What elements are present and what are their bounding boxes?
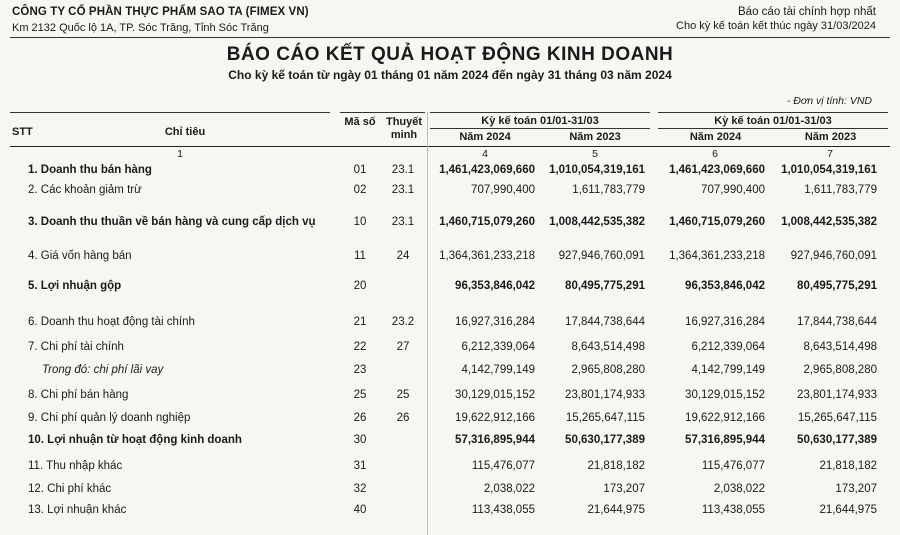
company-address: Km 2132 Quốc lộ 1A, TP. Sóc Trăng, Tỉnh Sóc Trăng bbox=[12, 22, 269, 34]
header-top-rule bbox=[430, 112, 650, 113]
header-top-rule bbox=[658, 112, 888, 113]
row-note: 25 bbox=[396, 389, 410, 401]
row-value-col7: 2,965,808,280 bbox=[803, 364, 877, 376]
row-label: Trong đó: chi phí lãi vay bbox=[42, 364, 164, 376]
row-value-col4: 16,927,316,284 bbox=[455, 316, 535, 328]
row-value-col4: 115,476,077 bbox=[471, 460, 535, 472]
row-value-col6: 2,038,022 bbox=[713, 483, 765, 495]
col-index-1: 1 bbox=[177, 148, 183, 160]
report-type: Báo cáo tài chính hợp nhất bbox=[738, 6, 876, 18]
row-value-col6: 115,476,077 bbox=[701, 460, 765, 472]
row-label: 9. Chi phí quản lý doanh nghiệp bbox=[28, 412, 191, 424]
row-code: 20 bbox=[353, 280, 367, 292]
row-label: 8. Chi phí bán hàng bbox=[28, 389, 129, 401]
row-code: 23 bbox=[353, 364, 367, 376]
row-value-col7: 8,643,514,498 bbox=[803, 341, 877, 353]
col-header-note: Thuyết minh bbox=[385, 116, 423, 141]
col-index-7: 7 bbox=[827, 148, 833, 160]
row-code: 21 bbox=[353, 316, 367, 328]
row-label: 7. Chi phí tài chính bbox=[28, 341, 124, 353]
row-label: 6. Doanh thu hoạt động tài chính bbox=[28, 316, 195, 328]
row-value-col4: 6,212,339,064 bbox=[461, 341, 535, 353]
row-value-col4: 96,353,846,042 bbox=[455, 280, 535, 292]
row-label: 4. Giá vốn hàng bán bbox=[28, 250, 132, 262]
col-header-stt: STT bbox=[12, 126, 33, 138]
row-value-col7: 21,818,182 bbox=[819, 460, 877, 472]
col-index-4: 4 bbox=[482, 148, 488, 160]
row-note: 26 bbox=[396, 412, 410, 424]
row-value-col5: 80,495,775,291 bbox=[565, 280, 645, 292]
row-value-col4: 1,461,423,069,660 bbox=[439, 164, 535, 176]
header-divider bbox=[10, 37, 890, 38]
row-label: 3. Doanh thu thuần về bán hàng và cung cấp dịch vụ bbox=[28, 216, 316, 228]
header-top-rule bbox=[340, 112, 425, 113]
row-code: 26 bbox=[353, 412, 367, 424]
row-value-col7: 173,207 bbox=[835, 483, 877, 495]
row-value-col7: 1,611,783,779 bbox=[804, 184, 877, 196]
row-label: 5. Lợi nhuận gộp bbox=[28, 280, 122, 292]
row-value-col4: 57,316,895,944 bbox=[455, 434, 535, 446]
row-note: 23.1 bbox=[391, 216, 415, 228]
row-note: 27 bbox=[396, 341, 410, 353]
column-separator bbox=[427, 112, 428, 535]
row-label: 10. Lợi nhuận từ hoạt động kinh doanh bbox=[28, 434, 242, 446]
row-code: 01 bbox=[353, 164, 367, 176]
row-value-col7: 1,010,054,319,161 bbox=[781, 164, 877, 176]
year-2023-col5: Năm 2023 bbox=[569, 131, 621, 143]
row-value-col6: 1,461,423,069,660 bbox=[669, 164, 765, 176]
row-value-col4: 19,622,912,166 bbox=[455, 412, 535, 424]
row-value-col7: 17,844,738,644 bbox=[797, 316, 877, 328]
row-value-col6: 16,927,316,284 bbox=[685, 316, 765, 328]
row-value-col7: 15,265,647,115 bbox=[797, 412, 877, 424]
row-value-col6: 57,316,895,944 bbox=[685, 434, 765, 446]
company-name: CÔNG TY CỔ PHẦN THỰC PHẨM SAO TA (FIMEX VN) bbox=[12, 6, 309, 18]
period-group-2: Kỳ kế toán 01/01-31/03 bbox=[714, 115, 832, 127]
row-value-col5: 21,644,975 bbox=[587, 504, 645, 516]
report-period: Cho kỳ kế toán kết thúc ngày 31/03/2024 bbox=[676, 20, 876, 32]
row-value-col4: 4,142,799,149 bbox=[461, 364, 535, 376]
col-header-item: Chỉ tiêu bbox=[164, 126, 206, 138]
row-label: 2. Các khoản giảm trừ bbox=[28, 184, 142, 196]
row-value-col4: 2,038,022 bbox=[483, 483, 535, 495]
row-value-col4: 1,364,361,233,218 bbox=[439, 250, 535, 262]
row-note: 23.1 bbox=[391, 184, 415, 196]
row-value-col6: 1,460,715,079,260 bbox=[669, 216, 765, 228]
row-value-col6: 19,622,912,166 bbox=[685, 412, 765, 424]
row-code: 32 bbox=[353, 483, 367, 495]
row-value-col6: 6,212,339,064 bbox=[691, 341, 765, 353]
row-value-col5: 50,630,177,389 bbox=[565, 434, 645, 446]
row-code: 11 bbox=[354, 250, 366, 262]
year-2024-col4: Năm 2024 bbox=[459, 131, 511, 143]
row-value-col4: 1,460,715,079,260 bbox=[439, 216, 535, 228]
row-value-col4: 113,438,055 bbox=[471, 504, 535, 516]
row-code: 02 bbox=[353, 184, 367, 196]
row-value-col7: 50,630,177,389 bbox=[797, 434, 877, 446]
currency-unit: - Đơn vị tính: VND bbox=[786, 95, 872, 107]
col-index-6: 6 bbox=[712, 148, 718, 160]
row-value-col5: 1,010,054,319,161 bbox=[549, 164, 645, 176]
row-value-col6: 113,438,055 bbox=[701, 504, 765, 516]
row-label: 11. Thu nhập khác bbox=[28, 460, 123, 472]
row-value-col4: 30,129,015,152 bbox=[455, 389, 535, 401]
row-value-col6: 4,142,799,149 bbox=[691, 364, 765, 376]
row-value-col7: 927,946,760,091 bbox=[790, 250, 877, 262]
row-value-col5: 23,801,174,933 bbox=[565, 389, 645, 401]
header-bottom-rule bbox=[10, 146, 890, 147]
group-rule bbox=[658, 128, 888, 129]
row-label: 13. Lợi nhuận khác bbox=[28, 504, 127, 516]
row-note: 23.1 bbox=[391, 164, 415, 176]
group-rule bbox=[430, 128, 650, 129]
header-top-rule bbox=[10, 112, 330, 113]
row-value-col7: 21,644,975 bbox=[819, 504, 877, 516]
row-value-col6: 1,364,361,233,218 bbox=[669, 250, 765, 262]
row-code: 31 bbox=[353, 460, 367, 472]
row-code: 40 bbox=[353, 504, 367, 516]
row-value-col5: 21,818,182 bbox=[587, 460, 645, 472]
row-value-col7: 80,495,775,291 bbox=[797, 280, 877, 292]
row-value-col5: 1,611,783,779 bbox=[572, 184, 645, 196]
report-subtitle: Cho kỳ kế toán từ ngày 01 tháng 01 năm 2024 đến ngày 31 tháng 03 năm 2024 bbox=[228, 68, 672, 82]
row-value-col5: 15,265,647,115 bbox=[565, 412, 645, 424]
row-value-col5: 927,946,760,091 bbox=[558, 250, 645, 262]
col-index-5: 5 bbox=[592, 148, 598, 160]
row-label: 12. Chi phí khác bbox=[28, 483, 112, 495]
year-2024-col6: Năm 2024 bbox=[689, 131, 742, 143]
row-code: 22 bbox=[353, 341, 367, 353]
row-value-col5: 8,643,514,498 bbox=[571, 341, 645, 353]
row-code: 10 bbox=[353, 216, 367, 228]
period-group-1: Kỳ kế toán 01/01-31/03 bbox=[481, 115, 599, 127]
row-value-col6: 96,353,846,042 bbox=[685, 280, 765, 292]
row-code: 25 bbox=[353, 389, 367, 401]
row-value-col6: 707,990,400 bbox=[701, 184, 765, 196]
row-code: 30 bbox=[353, 434, 367, 446]
row-note: 23.2 bbox=[391, 316, 415, 328]
row-label: 1. Doanh thu bán hàng bbox=[28, 164, 152, 176]
row-value-col7: 1,008,442,535,382 bbox=[781, 216, 877, 228]
row-value-col5: 1,008,442,535,382 bbox=[549, 216, 645, 228]
row-value-col6: 30,129,015,152 bbox=[685, 389, 765, 401]
report-title: BÁO CÁO KẾT QUẢ HOẠT ĐỘNG KINH DOANH bbox=[226, 44, 674, 65]
col-header-code: Mã số bbox=[344, 116, 376, 128]
row-value-col4: 707,990,400 bbox=[471, 184, 535, 196]
row-value-col7: 23,801,174,933 bbox=[797, 389, 877, 401]
year-2023-col7: Năm 2023 bbox=[804, 131, 857, 143]
row-value-col5: 173,207 bbox=[603, 483, 645, 495]
row-note: 24 bbox=[396, 250, 410, 262]
row-value-col5: 2,965,808,280 bbox=[571, 364, 645, 376]
row-value-col5: 17,844,738,644 bbox=[565, 316, 645, 328]
